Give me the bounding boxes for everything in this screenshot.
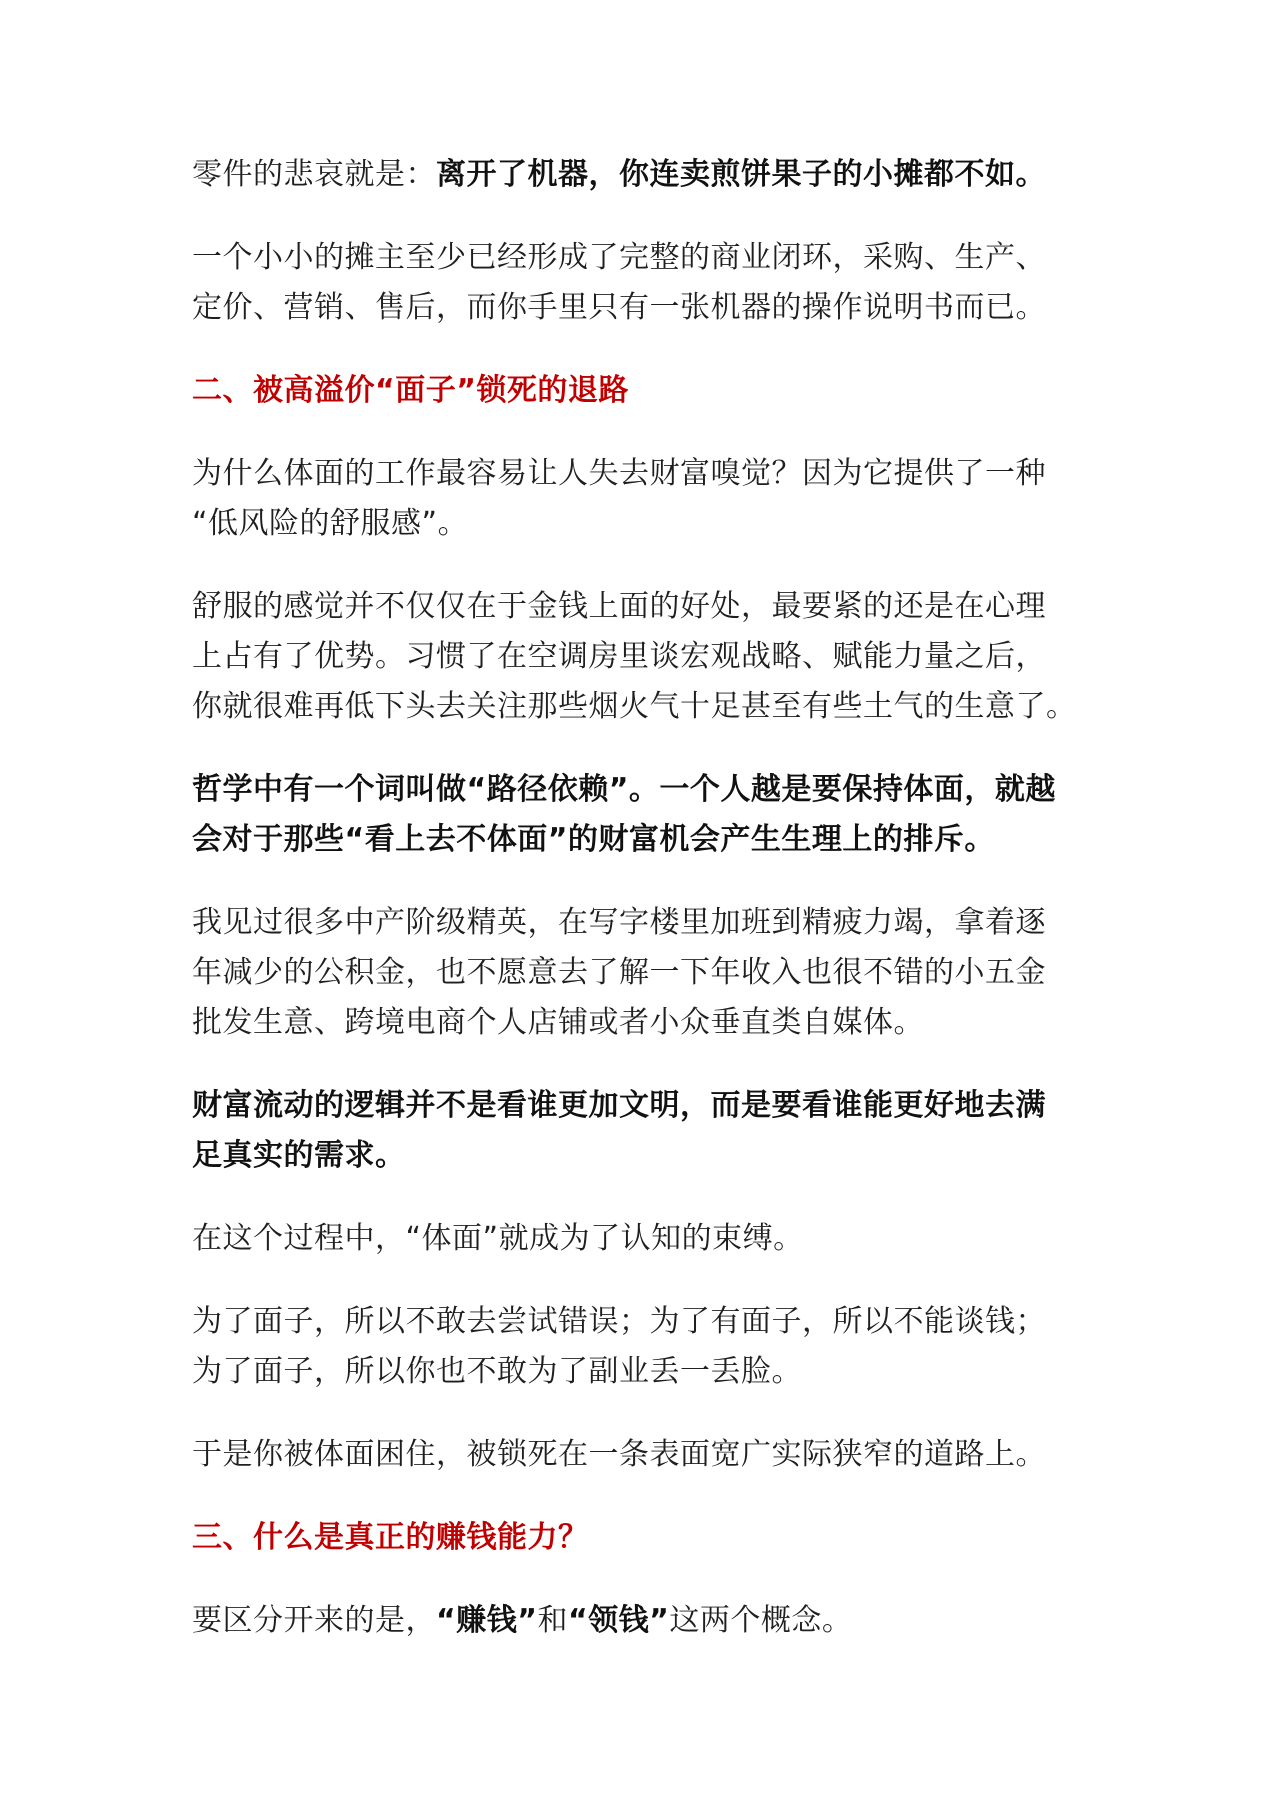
- bold-term-earn: “赚钱”: [436, 1603, 538, 1638]
- text-line: 足真实的需求。: [192, 1138, 406, 1173]
- text-line: 为了面子，所以你也不敢为了副业丢一丢脸。: [192, 1354, 802, 1389]
- paragraph-middle-class-elite: [192, 898, 1092, 1048]
- text-segment: 要区分开来的是，: [192, 1603, 436, 1638]
- text-line: 你就很难再低下头去关注那些烟火气十足甚至有些土气的生意了。: [192, 689, 1077, 724]
- bold-emphasis: 离开了机器，你连卖煎饼果子的小摊都不如。: [436, 157, 1046, 192]
- paragraph-stall-owner: [192, 233, 1092, 333]
- section-heading-3: 三、什么是真正的赚钱能力？: [192, 1520, 589, 1555]
- paragraph-for-face: [192, 1297, 1092, 1397]
- paragraph-prefix: 零件的悲哀就是：: [192, 157, 436, 192]
- paragraph-path-dependence: [192, 765, 1092, 865]
- document-page: [192, 150, 1092, 1679]
- text-line: 为什么体面的工作最容易让人失去财富嗅觉？因为它提供了一种: [192, 456, 1046, 491]
- text-line: 我见过很多中产阶级精英，在写字楼里加班到精疲力竭，拿着逐: [192, 905, 1046, 940]
- section-heading-2: 二、被高溢价“面子”锁死的退路: [192, 373, 629, 408]
- paragraph-wealth-logic: [192, 1081, 1092, 1181]
- bold-term-receive: “领钱”: [567, 1603, 670, 1638]
- text-line: 批发生意、跨境电商个人店铺或者小众垂直类自媒体。: [192, 1005, 924, 1040]
- text-line: 财富流动的逻辑并不是看谁更加文明，而是要看谁能更好地去满: [192, 1088, 1046, 1123]
- text-line: 舒服的感觉并不仅仅在于金钱上面的好处，最要紧的还是在心理: [192, 589, 1046, 624]
- text-line: 一个小小的摊主至少已经形成了完整的商业闭环，采购、生产、: [192, 240, 1046, 275]
- text-line: 上占有了优势。习惯了在空调房里谈宏观战略、赋能力量之后，: [192, 639, 1046, 674]
- paragraph-comfort-question: [192, 449, 1092, 549]
- text-line: 为了面子，所以不敢去尝试错误；为了有面子，所以不能谈钱；: [192, 1304, 1046, 1339]
- paragraph-cognitive-bind: 在这个过程中，“体面”就成为了认知的束缚。: [192, 1221, 804, 1256]
- paragraph-parts-sorrow: [192, 150, 1092, 200]
- text-segment: 和: [537, 1603, 568, 1638]
- text-segment: 这两个概念。: [669, 1603, 853, 1638]
- text-line: “低风险的舒服感”。: [192, 506, 469, 541]
- paragraph-trapped: 于是你被体面困住，被锁死在一条表面宽广实际狭窄的道路上。: [192, 1437, 1046, 1472]
- text-line: 哲学中有一个词叫做“路径依赖”。一个人越是要保持体面，就越: [192, 772, 1056, 807]
- text-line: 年减少的公积金，也不愿意去了解一下年收入也很不错的小五金: [192, 955, 1046, 990]
- paragraph-psychological-advantage: [192, 582, 1092, 732]
- paragraph-earn-vs-receive: [192, 1596, 1092, 1646]
- text-line: 会对于那些“看上去不体面”的财富机会产生生理上的排斥。: [192, 822, 995, 857]
- text-line: 定价、营销、售后，而你手里只有一张机器的操作说明书而已。: [192, 290, 1046, 325]
